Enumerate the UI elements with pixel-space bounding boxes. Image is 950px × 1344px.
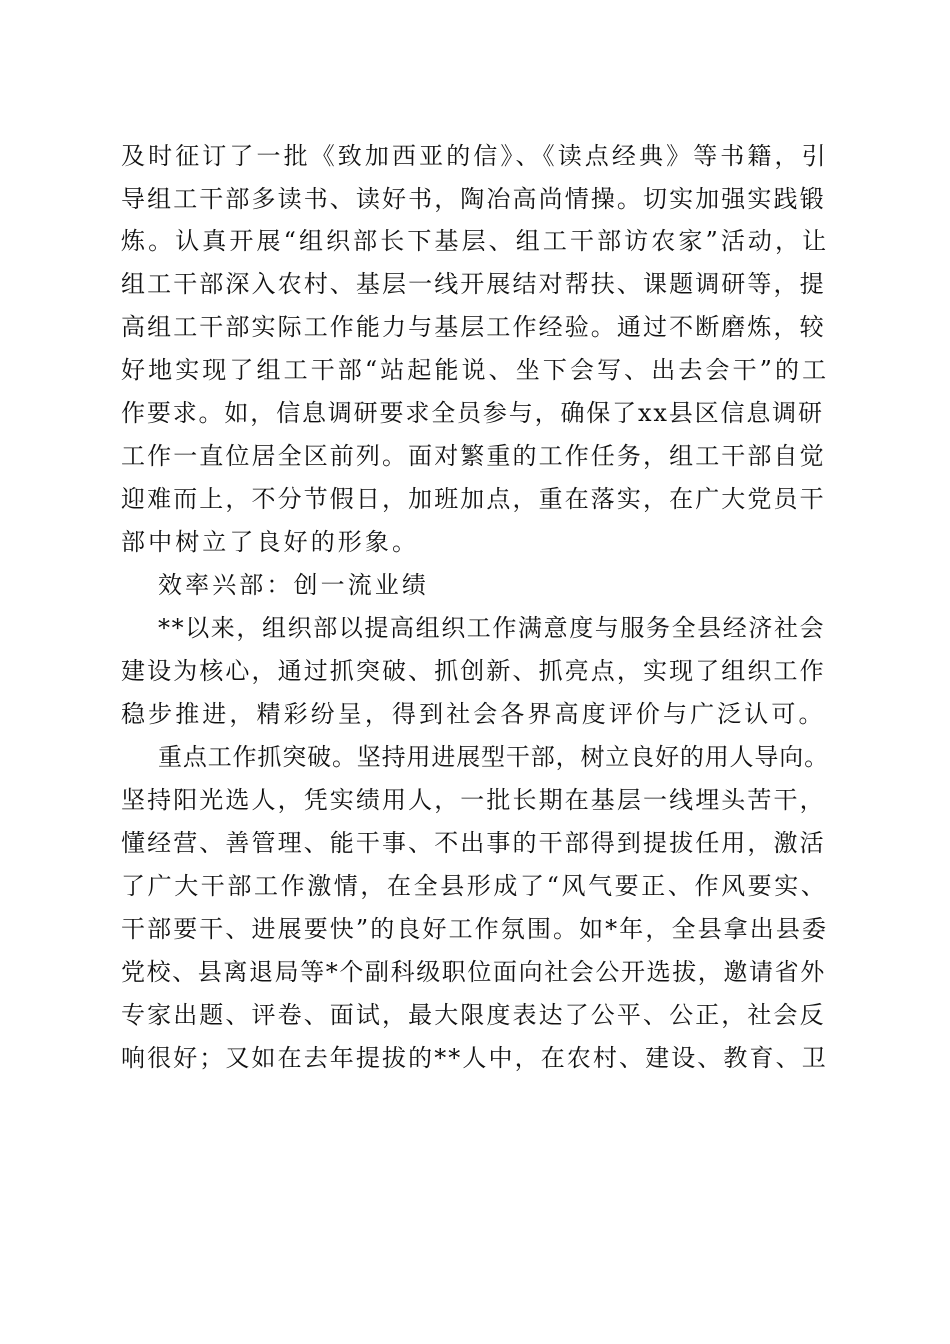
text-line: 工作一直位居全区前列。面对繁重的工作任务，组工干部自觉 <box>121 442 826 470</box>
text-line: 部中树立了良好的形象。 <box>121 528 420 556</box>
text-line: **以来，组织部以提高组织工作满意度与服务全县经济社会 <box>158 614 826 642</box>
text-line: 高组工干部实际工作能力与基层工作经验。通过不断磨炼，较 <box>121 313 826 341</box>
text-line: 炼。认真开展“组织部长下基层、组工干部访农家”活动，让 <box>121 227 830 255</box>
text-line: 导组工干部多读书、读好书，陶冶高尚情操。切实加强实践锻 <box>121 185 826 213</box>
text-line: 迎难而上，不分节假日，加班加点，重在落实，在广大党员干 <box>121 485 826 513</box>
text-line: 作要求。如，信息调研要求全员参与，确保了xx县区信息调研 <box>121 399 824 427</box>
text-line: 专家出题、评卷、面试，最大限度表达了公平、公正，社会反 <box>121 1001 826 1029</box>
text-line: 党校、县离退局等*个副科级职位面向社会公开选拔，邀请省外 <box>121 958 826 986</box>
text-line: 重点工作抓突破。坚持用进展型干部，树立良好的用人导向。 <box>158 743 829 771</box>
text-line: 稳步推进，精彩纷呈，得到社会各界高度评价与广泛认可。 <box>121 700 826 728</box>
text-line: 响很好；又如在去年提拔的**人中，在农村、建设、教育、卫 <box>121 1044 828 1072</box>
text-line: 坚持阳光选人，凭实绩用人，一批长期在基层一线埋头苦干， <box>121 786 826 814</box>
text-line: 好地实现了组工干部“站起能说、坐下会写、出去会干”的工 <box>121 356 830 384</box>
text-line: 懂经营、善管理、能干事、不出事的干部得到提拔任用，激活 <box>121 829 826 857</box>
text-line: 了广大干部工作激情，在全县形成了“风气要正、作风要实、 <box>121 872 828 900</box>
text-line: 建设为核心，通过抓突破、抓创新、抓亮点，实现了组织工作 <box>121 657 826 685</box>
section-heading: 效率兴部：创一流业绩 <box>158 571 429 599</box>
text-line: 组工干部深入农村、基层一线开展结对帮扶、课题调研等，提 <box>121 270 826 298</box>
text-line: 及时征订了一批《致加西亚的信》、《读点经典》等书籍，引 <box>121 142 829 170</box>
text-line: 干部要干、进展要快”的良好工作氛围。如*年，全县拿出县委 <box>121 915 829 943</box>
